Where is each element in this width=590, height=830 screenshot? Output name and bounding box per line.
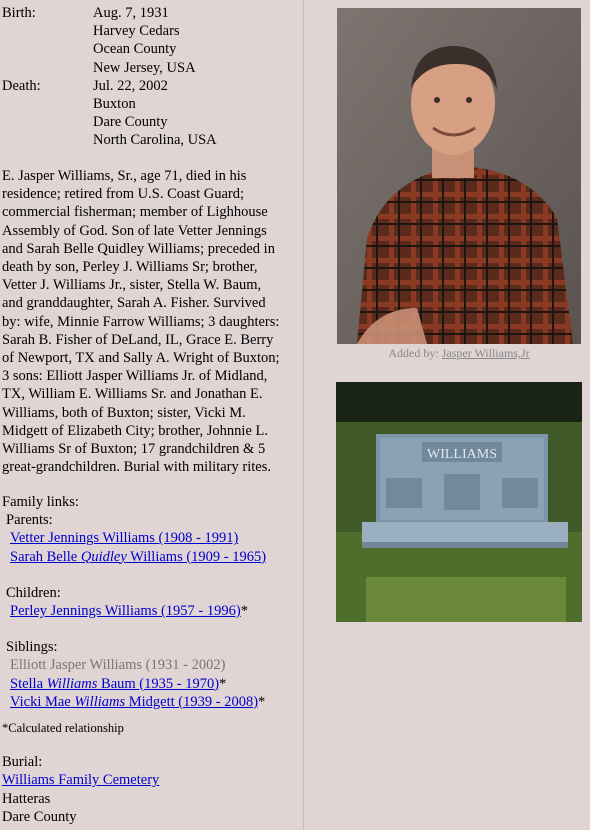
sibling-name-part: Stella (10, 675, 47, 692)
calculated-mark: * (258, 693, 266, 710)
bio-line: and granddaughter, Sarah A. Fisher. Survived (2, 295, 266, 312)
bio-line: commercial fisherman; member of Lighhouse (2, 204, 268, 221)
headstone-inscription: WILLIAMS (427, 447, 497, 462)
death-place-line: North Carolina, USA (93, 132, 217, 149)
sibling-name-part: Vicki Mae (10, 693, 75, 710)
bio-line: of Newport, TX and Sally A. Wright of Buxton; (2, 350, 280, 367)
children-label: Children: (6, 584, 61, 601)
burial-county: Dare County (2, 808, 77, 825)
parent-link-sarah[interactable] (2, 549, 266, 565)
biography (2, 167, 302, 476)
headstone-photo-art (336, 382, 582, 622)
birth-place-line: Ocean County (93, 41, 177, 58)
death-label: Death: (2, 77, 41, 94)
bio-line: Assembly of God. Son of late Vetter Jennings (2, 222, 267, 239)
bio-line: death by son, Perley J. Williams Sr; brother, (2, 259, 258, 276)
sibling-link-stella[interactable] (2, 676, 219, 692)
bio-line: and Sarah Belle Quidley Williams; preceded in (2, 240, 275, 257)
added-by-link[interactable]: Jasper Williams,Jr (441, 346, 530, 360)
bio-line: residence; retired from U.S. Coast Guard; (2, 186, 244, 203)
parent-name-part: Williams (1909 - 1965) (126, 548, 267, 565)
siblings-label: Siblings: (6, 639, 58, 656)
parent-maiden-name: Quidley (80, 548, 127, 565)
vitals (2, 4, 302, 150)
photo-caption (337, 346, 581, 361)
death-place-line: Dare County (93, 114, 168, 131)
burial-label: Burial: (2, 754, 43, 771)
portrait-photo[interactable] (337, 8, 581, 344)
burial-town: Hatteras (2, 790, 51, 807)
bio-line: Williams Sr of Buxton; 17 grandchildren & 5 (2, 441, 266, 458)
sibling-link-vicki[interactable] (2, 694, 258, 710)
parent-name-part: Sarah Belle (10, 548, 81, 565)
sibling-maiden-name: Williams (46, 675, 98, 692)
bio-line: 3 sons: Elliott Jasper Williams Jr. of Midland, (2, 368, 268, 385)
sibling-name-part: Baum (1935 - 1970) (97, 675, 220, 692)
calculated-relationship-note: *Calculated relationship (2, 721, 124, 736)
death-place-line: Buxton (93, 96, 136, 113)
added-by-label: Added by: (388, 346, 442, 360)
headstone-photo[interactable] (336, 382, 582, 622)
sibling-name-part: Midgett (1939 - 2008) (125, 693, 259, 710)
child-link-perley[interactable]: Perley Jennings Williams (1957 - 1996) (10, 603, 241, 620)
bio-line: by: wife, Minnie Farrow Williams; 3 daughters: (2, 313, 280, 330)
calculated-mark: * (240, 603, 248, 620)
bio-line: great-grandchildren. Burial with military rites. (2, 459, 271, 476)
bio-line: E. Jasper Williams, Sr., age 71, died in his (2, 168, 247, 184)
parents-label: Parents: (6, 512, 53, 529)
calculated-mark: * (219, 675, 227, 692)
bio-line: Midgett of Elizabeth City; brother, Johnnie L. (2, 422, 269, 439)
birth-label: Birth: (2, 5, 36, 21)
birth-date: Aug. 7, 1931 (93, 5, 169, 21)
family-links (2, 493, 302, 826)
cemetery-link[interactable]: Williams Family Cemetery (2, 772, 160, 789)
family-links-heading: Family links: (2, 494, 79, 510)
birth-place-line: New Jersey, USA (93, 59, 196, 76)
birth-place-line: Harvey Cedars (93, 23, 180, 40)
bio-line: Williams, both of Buxton; sister, Vicki M. (2, 404, 246, 421)
bio-line: TX, William E. Williams Sr. and Jonathan E. (2, 386, 263, 403)
photo-column (304, 0, 590, 830)
portrait-photo-art (337, 8, 581, 344)
sibling-self: Elliott Jasper Williams (1931 - 2002) (10, 657, 226, 674)
death-date: Jul. 22, 2002 (93, 77, 168, 94)
sibling-maiden-name: Williams (74, 693, 126, 710)
parent-link-vetter[interactable]: Vetter Jennings Williams (1908 - 1991) (10, 530, 239, 547)
bio-line: Sarah B. Fisher of DeLand, IL, Grace E. Berry (2, 331, 274, 348)
bio-line: Vetter J. Williams Jr., sister, Stella W. Baum, (2, 277, 262, 294)
